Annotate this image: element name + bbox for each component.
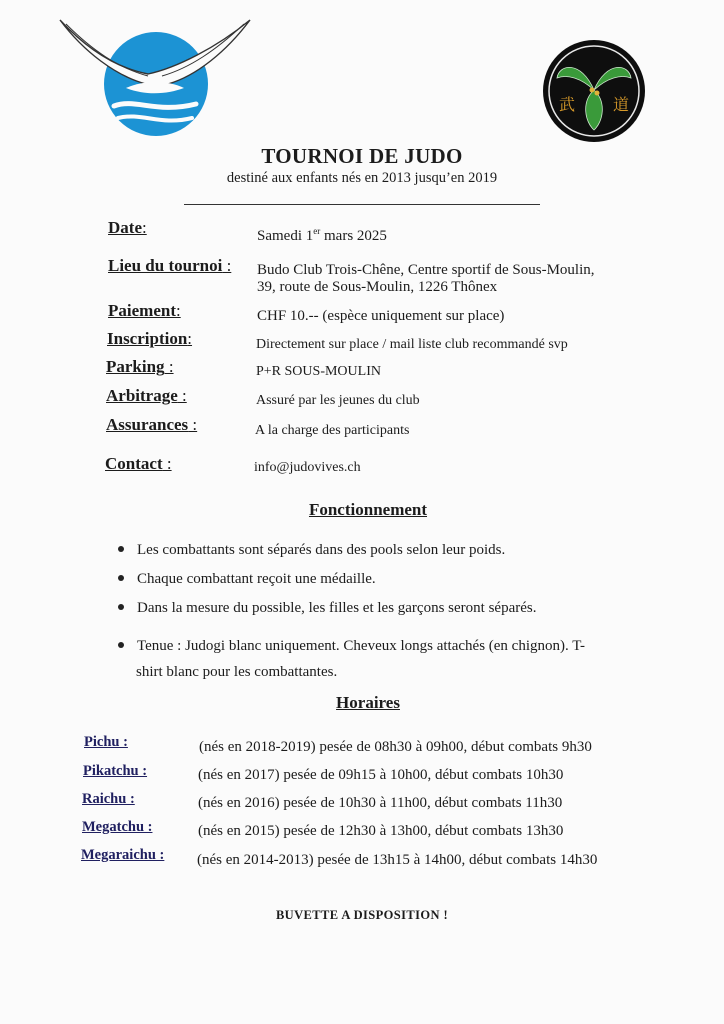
info-value-date: Samedi 1er mars 2025: [257, 226, 387, 244]
schedule-value-raichu: (nés en 2016) pesée de 10h30 à 11h00, début combats 11h30: [198, 795, 563, 811]
info-label-paiement: Paiement:: [108, 301, 181, 320]
schedule-value-pikatchu: (nés en 2017) pesée de 09h15 à 10h00, début combats 10h30: [198, 767, 564, 783]
schedule-label-megatchu: Megatchu :: [82, 819, 153, 835]
budo-glyph-bu: 武: [559, 95, 576, 114]
page-subtitle: destiné aux enfants nés en 2013 jusqu’en 2019: [226, 170, 498, 186]
info-label-contact: Contact :: [105, 454, 172, 473]
page-title: TOURNOI DE JUDO: [261, 144, 463, 168]
info-label-date: Date:: [108, 218, 147, 237]
info-label-assurances: Assurances :: [106, 415, 198, 434]
schedule-label-pichu: Pichu :: [84, 734, 128, 750]
info-label-arbitrage: Arbitrage :: [106, 386, 187, 405]
info-label-inscription: Inscription:: [107, 329, 193, 348]
info-value-parking: P+R SOUS-MOULIN: [256, 364, 381, 379]
bullet-item: Chaque combattant reçoit une médaille.: [137, 571, 376, 587]
info-label-lieu: Lieu du tournoi :: [108, 256, 232, 275]
budo-glyph-do: 道: [613, 95, 630, 114]
schedule-value-megatchu: (nés en 2015) pesée de 12h30 à 13h00, début combats 13h30: [198, 823, 564, 839]
budo-leaf-emblem: [541, 38, 647, 144]
bullet-item-continuation: shirt blanc pour les combattantes.: [136, 664, 338, 680]
section-title-fonctionnement: Fonctionnement: [308, 500, 428, 519]
schedule-label-pikatchu: Pikatchu :: [83, 763, 148, 779]
schedule-value-megaraichu: (nés en 2014-2013) pesée de 13h15 à 14h00, début combats 14h30: [197, 852, 598, 868]
bullet-dot: [118, 642, 124, 648]
info-value-lieu: Budo Club Trois-Chêne, Centre sportif de Sous-Moulin,: [257, 262, 595, 278]
schedule-label-megaraichu: Megaraichu :: [81, 847, 165, 863]
bullet-item: Dans la mesure du possible, les filles et les garçons seront séparés.: [137, 600, 537, 616]
section-title-horaires: Horaires: [336, 693, 400, 712]
info-value-lieu-line2: 39, route de Sous-Moulin, 1226 Thônex: [257, 279, 498, 295]
info-value-arbitrage: Assuré par les jeunes du club: [256, 393, 420, 408]
schedule-label-raichu: Raichu :: [82, 791, 135, 807]
info-value-inscription: Directement sur place / mail liste club recommandé svp: [256, 337, 568, 352]
bullet-item: Les combattants sont séparés dans des pools selon leur poids.: [137, 542, 506, 558]
bullet-dot: [118, 546, 124, 552]
info-value-contact[interactable]: info@judovives.ch: [254, 460, 361, 475]
bird-over-sea-logo: [56, 18, 256, 140]
schedule-value-pichu: (nés en 2018-2019) pesée de 08h30 à 09h00, début combats 9h30: [199, 739, 592, 755]
info-value-assurances: A la charge des participants: [255, 423, 410, 438]
bullet-dot: [118, 575, 124, 581]
bullet-dot: [118, 604, 124, 610]
info-value-paiement: CHF 10.-- (espèce uniquement sur place): [257, 308, 505, 324]
bullet-item: Tenue : Judogi blanc uniquement. Cheveux longs attachés (en chignon). T-: [137, 638, 586, 654]
info-label-parking: Parking :: [106, 357, 174, 376]
title-divider: [184, 204, 540, 205]
footer-note: BUVETTE A DISPOSITION !: [275, 908, 449, 922]
